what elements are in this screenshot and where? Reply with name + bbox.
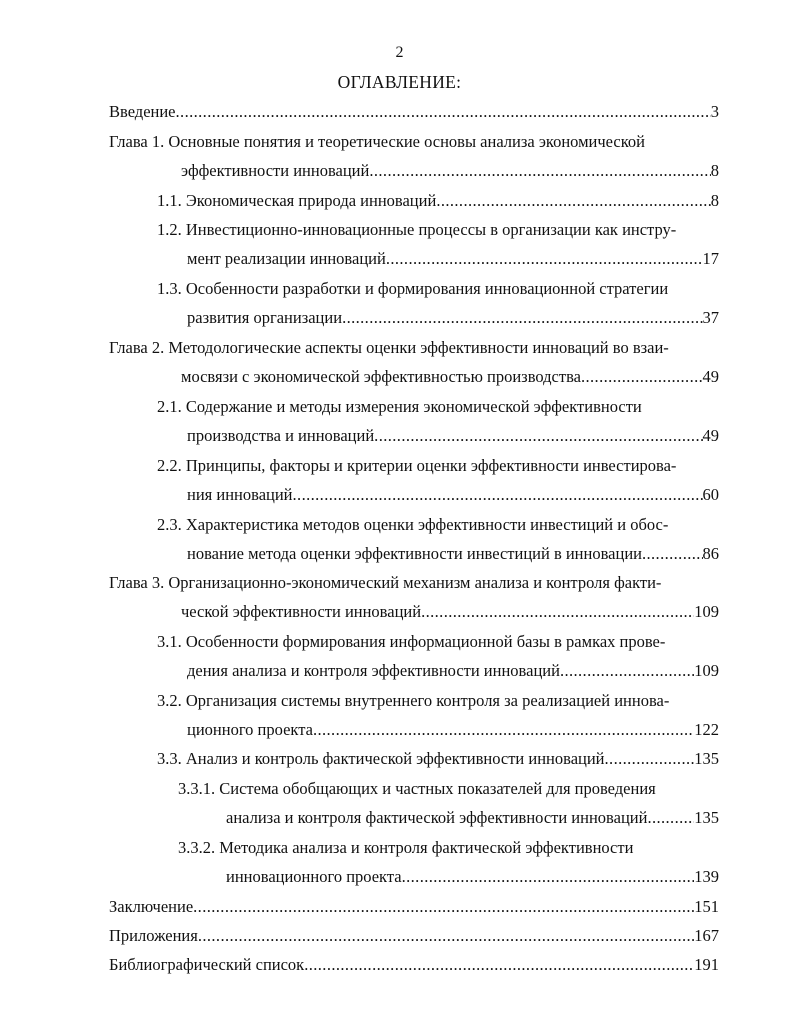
toc-chapter-2-heading: Глава 2. Методологические аспекты оценки эффективности инноваций во взаи- (109, 338, 669, 357)
toc-entry-1-1 (157, 190, 719, 212)
toc-entry-text: мент реализации инноваций (187, 249, 386, 268)
toc-page-number: 17 (702, 249, 719, 268)
leader-dots (176, 101, 711, 123)
leader-dots (642, 543, 703, 565)
toc-page-number: 8 (710, 161, 719, 180)
toc-page-number: 191 (694, 955, 719, 974)
toc-1-2-heading: 1.2. Инвестиционно-инновационные процессы в организации как инстру- (157, 220, 677, 239)
leader-dots (386, 248, 703, 270)
toc-page-number: 60 (702, 485, 719, 504)
leader-dots (313, 719, 694, 741)
toc-entry-text: 3.3. Анализ и контроль фактической эффективности инноваций (157, 749, 605, 768)
toc-entry-3-3 (157, 748, 719, 770)
toc-entry-1-3 (187, 307, 719, 329)
toc-entry-text: инновационного проекта (226, 867, 402, 886)
toc-entry-bibliography (109, 954, 719, 976)
toc-entry-text: ния инноваций (187, 485, 293, 504)
page-number: 2 (395, 44, 404, 61)
toc-entry-conclusion (109, 896, 719, 918)
leader-dots (198, 925, 694, 947)
leader-dots (421, 601, 694, 623)
toc-page-number: 49 (702, 367, 719, 386)
toc-entry-3-3-2 (226, 866, 719, 888)
leader-dots (402, 866, 695, 888)
leader-dots (374, 425, 702, 447)
toc-entry-appendices (109, 925, 719, 947)
toc-1-3-heading: 1.3. Особенности разработки и формирования инновационной стратегии (157, 279, 669, 298)
toc-page-number: 109 (694, 661, 719, 680)
toc-entry-text: развития организации (187, 308, 343, 327)
leader-dots (293, 484, 703, 506)
toc-entry-1-2 (187, 248, 719, 270)
toc-entry-chapter-3 (181, 601, 719, 623)
toc-page-number: 151 (694, 897, 719, 916)
toc-entry-2-2 (187, 484, 719, 506)
toc-page-number: 109 (694, 602, 719, 621)
toc-2-3-heading: 2.3. Характеристика методов оценки эффективности инвестиций и обос- (157, 515, 669, 534)
leader-dots (304, 954, 694, 976)
toc-2-1-heading: 2.1. Содержание и методы измерения экономической эффективности (157, 397, 642, 416)
toc-page-number: 37 (702, 308, 719, 327)
toc-page-number: 135 (694, 749, 719, 768)
toc-entry-3-2 (187, 719, 719, 741)
leader-dots (560, 660, 694, 682)
toc-entry-chapter-2 (181, 366, 719, 388)
toc-entry-text: Приложения (109, 926, 198, 945)
leader-dots (369, 160, 710, 182)
toc-entry-text: производства и инноваций (187, 426, 375, 445)
toc-entry-text: нование метода оценки эффективности инвестиций в инновации (187, 544, 642, 563)
toc-3-3-1-heading: 3.3.1. Система обобщающих и частных показателей для проведения (178, 779, 656, 798)
toc-page-number: 167 (694, 926, 719, 945)
toc-entry-3-3-1 (226, 807, 719, 829)
toc-3-1-heading: 3.1. Особенности формирования информационной базы в рамках прове- (157, 632, 666, 651)
toc-entry-2-1 (187, 425, 719, 447)
toc-entry-text: эффективности инноваций (181, 161, 370, 180)
toc-entry-3-1 (187, 660, 719, 682)
toc-page-number: 122 (694, 720, 719, 739)
toc-entry-intro (109, 101, 719, 123)
toc-entry-text: Введение (109, 102, 176, 121)
toc-3-3-2-heading: 3.3.2. Методика анализа и контроля фактической эффективности (178, 838, 634, 857)
toc-chapter-1-heading: Глава 1. Основные понятия и теоретические основы анализа экономической (109, 132, 645, 151)
toc-entry-2-3 (187, 543, 719, 565)
toc-entry-text: ционного проекта (187, 720, 313, 739)
toc-entry-text: Заключение (109, 897, 194, 916)
toc-page-number: 3 (710, 102, 719, 121)
leader-dots (342, 307, 702, 329)
toc-page-number: 86 (702, 544, 719, 563)
toc-entry-text: дения анализа и контроля эффективности инноваций (187, 661, 560, 680)
toc-entry-text: анализа и контроля фактической эффективности инноваций (226, 808, 648, 827)
toc-2-2-heading: 2.2. Принципы, факторы и критерии оценки эффективности инвестирова- (157, 456, 677, 475)
leader-dots (581, 366, 703, 388)
page-title: ОГЛАВЛЕНИЕ: (337, 72, 462, 92)
toc-page-number: 49 (702, 426, 719, 445)
leader-dots (436, 190, 710, 212)
toc-entry-text: мосвязи с экономической эффективностью производства (181, 367, 581, 386)
leader-dots (605, 748, 695, 770)
toc-entry-text: Библиографический список (109, 955, 305, 974)
toc-3-2-heading: 3.2. Организация системы внутреннего контроля за реализацией иннова- (157, 691, 670, 710)
toc-entry-chapter-1 (181, 160, 719, 182)
toc-page-number: 139 (694, 867, 719, 886)
toc-page-number: 135 (694, 808, 719, 827)
toc-entry-text: ческой эффективности инноваций (181, 602, 422, 621)
leader-dots (647, 807, 694, 829)
leader-dots (193, 896, 694, 918)
toc-chapter-3-heading: Глава 3. Организационно-экономический механизм анализа и контроля факти- (109, 573, 662, 592)
toc-entry-text: 1.1. Экономическая природа инноваций (157, 191, 437, 210)
toc-page-number: 8 (710, 191, 719, 210)
